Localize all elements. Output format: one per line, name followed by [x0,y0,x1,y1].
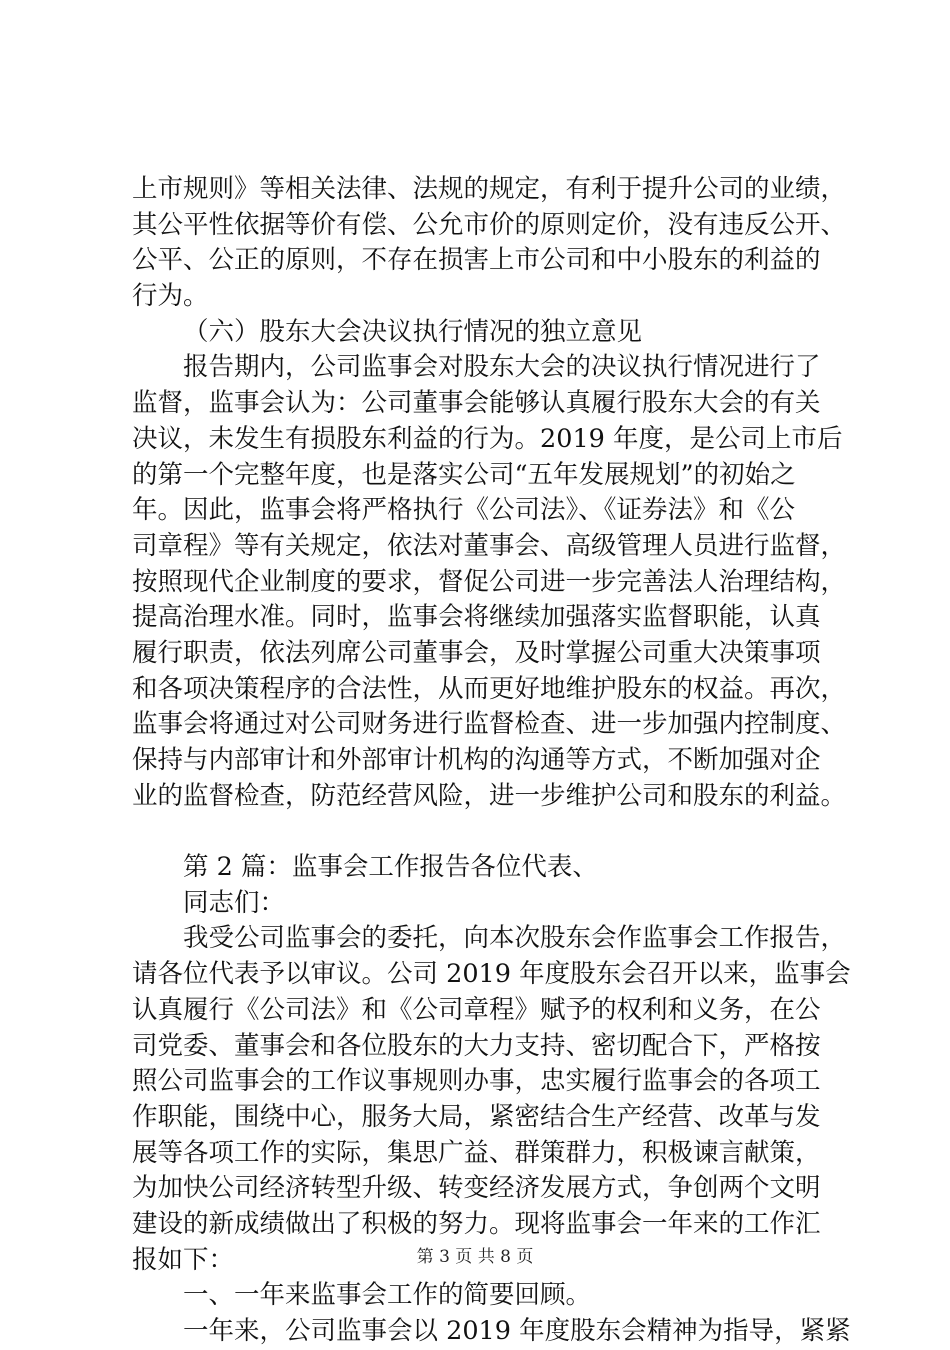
text-line: 按照现代企业制度的要求，督促公司进一步完善法人治理结构， [132,566,847,597]
text-line: 监事会将通过对公司财务进行监督检查、进一步加强内控制度、 [132,709,847,740]
text-line: 年。因此，监事会将严格执行《公司法》、《证券法》和《公 [132,495,796,526]
paragraph-spacer [132,814,828,850]
text-line: 业的监督检查，防范经营风险，进一步维护公司和股东的利益。 [132,780,847,811]
text-line: 提高治理水准。同时，监事会将继续加强落实监督职能，认真 [132,602,821,633]
text-line: 作职能，围绕中心，服务大局，紧密结合生产经营、改革与发 [132,1101,821,1132]
text-line: 一年来，公司监事会以 2019 年度股东会精神为指导，紧紧 [183,1316,851,1346]
text-line: 履行职责，依法列席公司董事会，及时掌握公司重大决策事项 [132,637,821,668]
text-line: 保持与内部审计和外部审计机构的沟通等方式，不断加强对企 [132,745,821,775]
text-line: 为加快公司经济转型升级、转变经济发展方式，争创两个文明 [132,1173,821,1204]
text-line: 监督，监事会认为：公司董事会能够认真履行股东大会的有关 [132,388,821,419]
article-title: 第 2 篇：监事会工作报告各位代表、 [183,852,598,883]
section-heading: 一、一年来监事会工作的简要回顾。 [183,1280,592,1311]
text-line: 的第一个完整年度，也是落实公司“五年发展规划”的初始之 [132,459,796,490]
text-line: 司章程》等有关规定，依法对董事会、高级管理人员进行监督， [132,530,847,561]
text-line: 公平、公正的原则，不存在损害上市公司和中小股东的利益的 [132,245,821,276]
text-line: 建设的新成绩做出了积极的努力。现将监事会一年来的工作汇 [132,1208,821,1239]
text-line: 报告期内，公司监事会对股东大会的决议执行情况进行了 [183,352,821,383]
text-line: 我受公司监事会的委托，向本次股东会作监事会工作报告， [183,923,847,954]
text-line: 请各位代表予以审议。公司 2019 年度股东会召开以来，监事会 [132,959,851,990]
text-line: 报如下： [132,1244,235,1275]
text-line: 认真履行《公司法》和《公司章程》赋予的权利和义务，在公 [132,994,821,1025]
text-line: 司党委、董事会和各位股东的大力支持、密切配合下，严格按 [132,1030,821,1061]
salutation: 同志们： [183,887,286,918]
page-number: 第 3 页 共 8 页 [416,1247,534,1267]
text-line: 上市规则》等相关法律、法规的规定，有利于提升公司的业绩， [132,174,847,204]
text-line: 展等各项工作的实际，集思广益、群策群力，积极谏言献策， [132,1137,821,1168]
section-heading: （六）股东大会决议执行情况的独立意见 [183,316,643,347]
text-line: 照公司监事会的工作议事规则办事，忠实履行监事会的各项工 [132,1066,821,1097]
document-body [132,172,851,1350]
text-line: 和各项决策程序的合法性，从而更好地维护股东的权益。再次， [132,673,847,704]
text-line: 其公平性依据等价有偿、公允市价的原则定价，没有违反公开、 [132,209,847,240]
text-line: 行为。 [132,281,209,312]
text-line: 决议，未发生有损股东利益的行为。2019 年度，是公司上市后 [132,423,843,454]
